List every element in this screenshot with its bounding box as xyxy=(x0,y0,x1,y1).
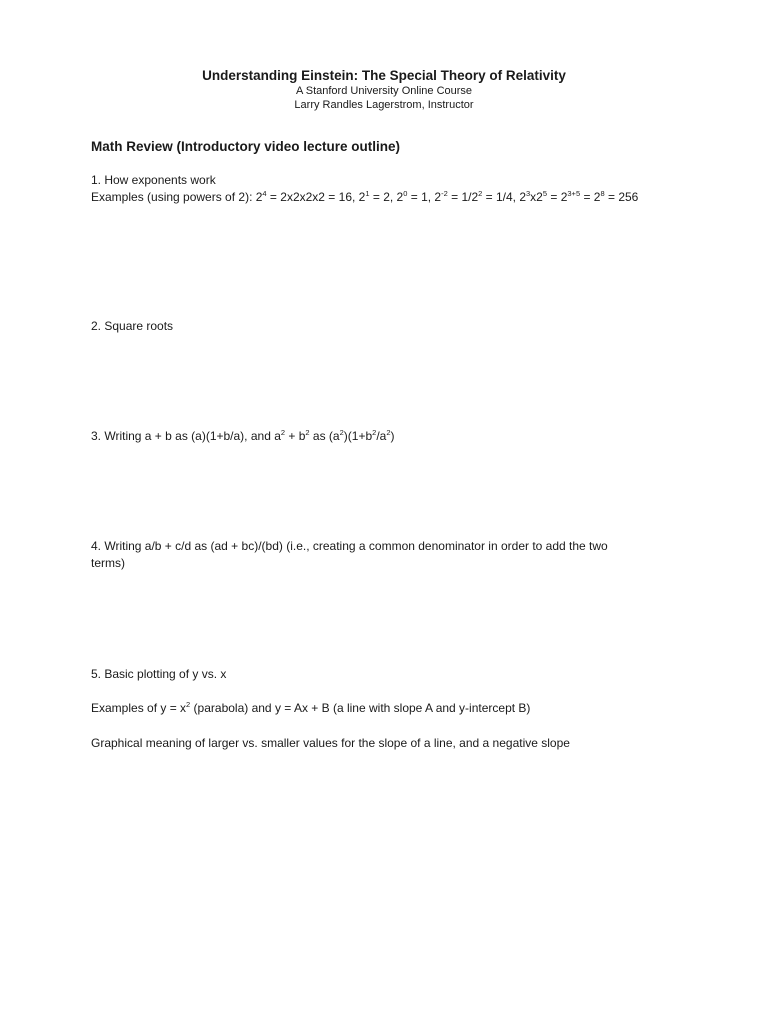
topic-2-title: 2. Square roots xyxy=(91,319,174,333)
document-title: Understanding Einstein: The Special Theory of Relativity xyxy=(202,68,566,83)
topic-4-line-1: 4. Writing a/b + c/d as (ad + bc)/(bd) (i.e., creating a common denominator in order to add the two xyxy=(91,539,608,553)
topic-5-examples: Examples of $y = x^2$ (parabola) and y = Ax + B (a line with slope A and y-intercept B) xyxy=(91,700,531,715)
course-subtitle: A Stanford University Online Course xyxy=(295,85,473,97)
topic-3-title: 3. Writing a + b as (a)(1+b/a), and $a^2 + b^2$ as $(a^2)(1+b^2/a^2)$ xyxy=(91,428,395,443)
topic-4-line-2: terms) xyxy=(91,556,125,570)
topic-5-meaning: Graphical meaning of larger vs. smaller values for the slope of a line, and a negative slope xyxy=(91,736,570,750)
section-heading: Math Review (Introductory video lecture outline) xyxy=(91,139,401,154)
topic-1-title: 1. How exponents work xyxy=(91,173,216,187)
topic-5-title: 5. Basic plotting of y vs. x xyxy=(91,667,227,681)
topic-1-examples: Examples (using powers of 2): $2^4 = 2x2x2x2 = 16$, $2^1 = 2$, $2^0 = 1$, $2^{-2} = 1/2^2 = 1/4$, $2^3x2^5 = 2^{3+5} = 2^8 = 256$ xyxy=(91,189,639,204)
document-header xyxy=(0,68,768,112)
instructor-subtitle: Larry Randles Lagerstrom, Instructor xyxy=(294,99,474,111)
